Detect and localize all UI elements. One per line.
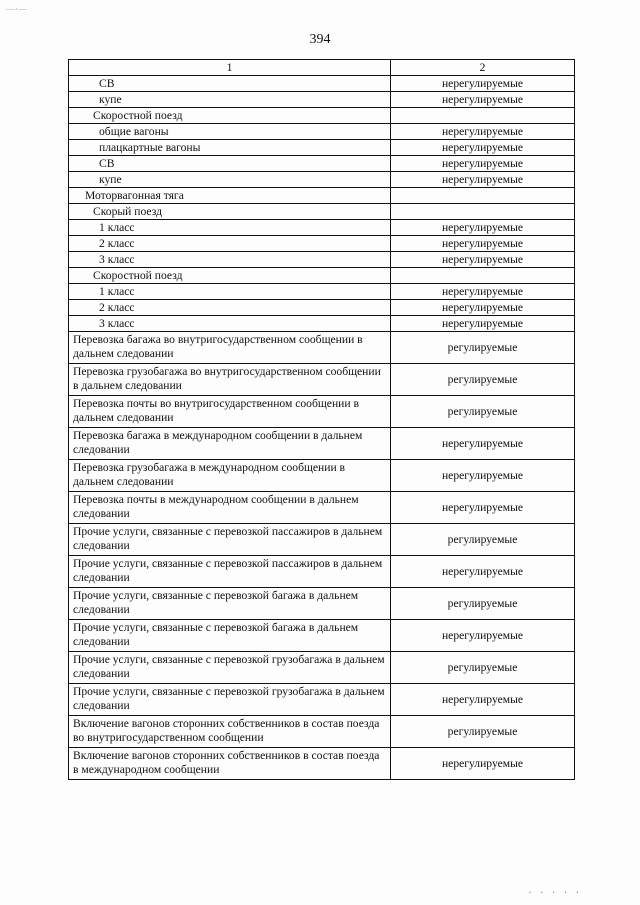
regulation-status: нерегулируемые (391, 684, 575, 716)
table-row (69, 188, 575, 204)
regulation-status: регулируемые (391, 524, 575, 556)
corner-mark: —·— (6, 4, 27, 14)
header-cell-2: 2 (391, 60, 575, 76)
table-body (69, 60, 575, 780)
service-label: купе (69, 92, 391, 108)
table-row (69, 364, 575, 396)
regulation-status: регулируемые (391, 396, 575, 428)
header-cell-1: 1 (69, 60, 391, 76)
table-row (69, 716, 575, 748)
services-table (68, 59, 575, 780)
regulation-status: регулируемые (391, 588, 575, 620)
service-label: Скоростной поезд (69, 108, 391, 124)
service-label: 2 класс (69, 236, 391, 252)
table-row (69, 684, 575, 716)
service-label: 3 класс (69, 252, 391, 268)
table-row (69, 172, 575, 188)
regulation-status: нерегулируемые (391, 124, 575, 140)
table-row (69, 92, 575, 108)
regulation-status: нерегулируемые (391, 300, 575, 316)
service-label: СВ (69, 156, 391, 172)
regulation-status: нерегулируемые (391, 76, 575, 92)
service-label: Скоростной поезд (69, 268, 391, 284)
service-label: Скорый поезд (69, 204, 391, 220)
service-label: Моторвагонная тяга (69, 188, 391, 204)
service-label: Перевозка грузобагажа в международном сообщении в дальнем следовании (69, 460, 391, 492)
table-row (69, 220, 575, 236)
table-row (69, 252, 575, 268)
regulation-status: нерегулируемые (391, 284, 575, 300)
service-label: Прочие услуги, связанные с перевозкой пассажиров в дальнем следовании (69, 524, 391, 556)
regulation-status: нерегулируемые (391, 428, 575, 460)
regulation-status: нерегулируемые (391, 620, 575, 652)
regulation-status: регулируемые (391, 716, 575, 748)
table-row (69, 140, 575, 156)
table-row (69, 156, 575, 172)
service-label: Включение вагонов сторонних собственников в состав поезда во внутригосударственном сообщении (69, 716, 391, 748)
regulation-status: нерегулируемые (391, 316, 575, 332)
service-label: Прочие услуги, связанные с перевозкой пассажиров в дальнем следовании (69, 556, 391, 588)
regulation-status: нерегулируемые (391, 92, 575, 108)
table-row (69, 332, 575, 364)
service-label: Прочие услуги, связанные с перевозкой багажа в дальнем следовании (69, 620, 391, 652)
page-number: 394 (309, 32, 331, 47)
service-label: Прочие услуги, связанные с перевозкой грузобагажа в дальнем следовании (69, 652, 391, 684)
table-row (69, 556, 575, 588)
table-row (69, 300, 575, 316)
service-label: 1 класс (69, 220, 391, 236)
table-row (69, 108, 575, 124)
service-label: 3 класс (69, 316, 391, 332)
regulation-status: нерегулируемые (391, 236, 575, 252)
regulation-status: нерегулируемые (391, 748, 575, 780)
service-label: Перевозка багажа в международном сообщении в дальнем следовании (69, 428, 391, 460)
service-label: Перевозка почты в международном сообщении в дальнем следовании (69, 492, 391, 524)
table-row (69, 620, 575, 652)
service-label: Прочие услуги, связанные с перевозкой грузобагажа в дальнем следовании (69, 684, 391, 716)
footer-marks: · · · · · (528, 888, 582, 899)
table-row (69, 748, 575, 780)
service-label: СВ (69, 76, 391, 92)
service-label: Перевозка почты во внутригосударственном сообщении в дальнем следовании (69, 396, 391, 428)
service-label: 2 класс (69, 300, 391, 316)
table-row (69, 396, 575, 428)
regulation-status (391, 204, 575, 220)
service-label: Включение вагонов сторонних собственников в состав поезда в международном сообщении (69, 748, 391, 780)
table-header-row (69, 60, 575, 76)
table-row (69, 492, 575, 524)
service-label: купе (69, 172, 391, 188)
service-label: Перевозка грузобагажа во внутригосударственном сообщении в дальнем следовании (69, 364, 391, 396)
table-row (69, 652, 575, 684)
service-label: плацкартные вагоны (69, 140, 391, 156)
regulation-status (391, 188, 575, 204)
service-label: Перевозка багажа во внутригосударственном сообщении в дальнем следовании (69, 332, 391, 364)
table-row (69, 524, 575, 556)
regulation-status: нерегулируемые (391, 172, 575, 188)
table-row (69, 284, 575, 300)
table-row (69, 204, 575, 220)
table-row (69, 268, 575, 284)
table-row (69, 588, 575, 620)
regulation-status: нерегулируемые (391, 156, 575, 172)
regulation-status (391, 108, 575, 124)
table-row (69, 428, 575, 460)
service-label: 1 класс (69, 284, 391, 300)
table-row (69, 236, 575, 252)
service-label: Прочие услуги, связанные с перевозкой багажа в дальнем следовании (69, 588, 391, 620)
regulation-status: регулируемые (391, 364, 575, 396)
table-row (69, 76, 575, 92)
regulation-status: регулируемые (391, 332, 575, 364)
regulation-status: нерегулируемые (391, 252, 575, 268)
table-row (69, 124, 575, 140)
regulation-status (391, 268, 575, 284)
regulation-status: нерегулируемые (391, 220, 575, 236)
service-label: общие вагоны (69, 124, 391, 140)
regulation-status: нерегулируемые (391, 460, 575, 492)
regulation-status: регулируемые (391, 652, 575, 684)
regulation-status: нерегулируемые (391, 140, 575, 156)
table-row (69, 460, 575, 492)
regulation-status: нерегулируемые (391, 556, 575, 588)
regulation-status: нерегулируемые (391, 492, 575, 524)
table-row (69, 316, 575, 332)
